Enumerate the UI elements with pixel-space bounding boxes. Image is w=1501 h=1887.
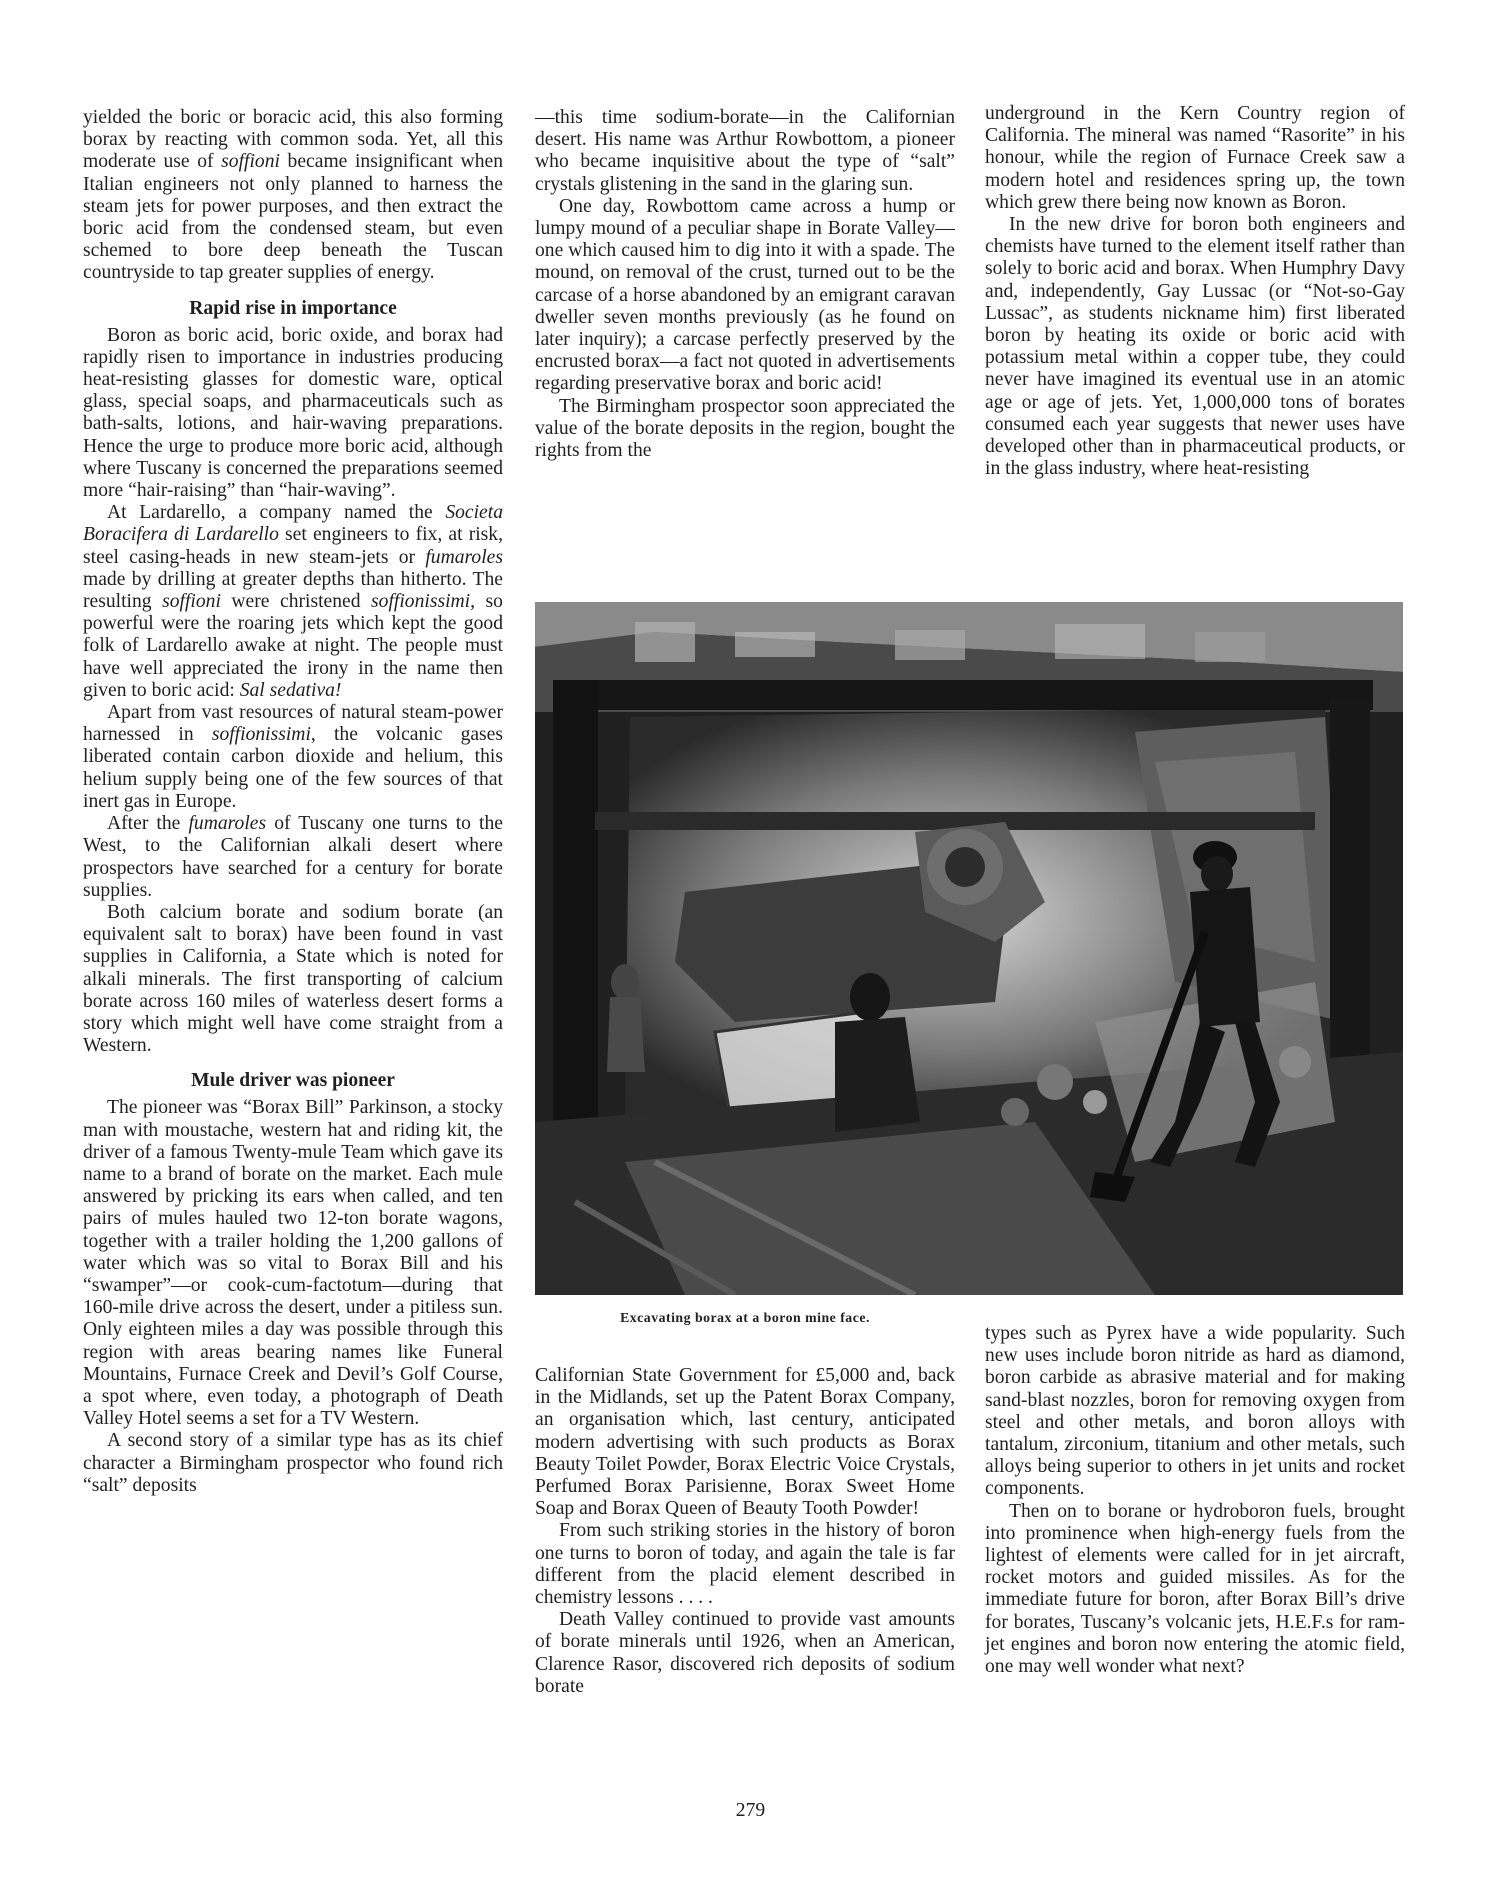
paragraph: Apart from vast resources of natural steam-power harnessed in soffionissimi, the volcanic gases liberated contain carbon dioxide and helium, this helium supply being one of the few sources of that inert gas in Europe. [83,702,504,812]
column-3-bottom [985,1323,1405,1678]
page-number: 279 [735,1800,766,1821]
paragraph: underground in the Kern Country region of California. The mineral was named “Rasorite” in his honour, while the region of Furnace Creek saw a modern hotel and residences spring up, the town which grew there being now known as Boron. [985,103,1405,213]
paragraph: The pioneer was “Borax Bill” Parkinson, a stocky man with moustache, western hat and riding kit, the driver of a famous Twenty-mule Team which gave its name to a brand of borate on the market. Each mule answered by pricking its ears when called, and ten pairs of mules hauled two 12-ton borate wagons, together with a trailer holding the 1,200 gallons of water which was so vital to Borax Bill and his “swamper”—or cook-cum-factotum—during that 160-mile drive across the desert, under a pitiless sun. Only eighteen miles a day was possible through this region with areas bearing names like Funeral Mountains, Furnace Creek and Devil’s Golf Course, a spot where, even today, a photograph of Death Valley Hotel seems a set for a TV Western. [83,1097,503,1430]
paragraph: Californian State Government for £5,000 and, back in the Midlands, set up the Patent Borax Company, an organisation which, last century, anticipated modern advertising with such products as Borax Beauty Toilet Powder, Borax Electric Voice Crystals, Perfumed Borax Parisienne, Borax Sweet Home Soap and Borax Queen of Beauty Tooth Powder! [535,1365,955,1520]
paragraph: Both calcium borate and sodium borate (an equivalent salt to borax) have been found in vast supplies in California, a State which is noted for alkali minerals. The first transporting of calcium borate across 160 miles of waterless desert forms a story which might well have come straight from a Western. [83,901,503,1057]
column-1 [83,107,503,1497]
paragraph: From such striking stories in the history of boron one turns to boron of today, and again the tale is far different from the placid element described in chemistry lessons . . . . [535,1520,955,1609]
paragraph: Boron as boric acid, boric oxide, and borax had rapidly risen to importance in industries producing heat-resisting glasses for domestic ware, optical glass, special soaps, and pharmaceuticals such as bath-salts, lotions, and hair-waving preparations. Hence the urge to produce more boric acid, although where Tuscany is concerned the preparations seemed more “hair-raising” than “hair-waving”. [83,324,503,502]
paragraph: Then on to borane or hydroboron fuels, brought into prominence when high-energy fuels from the lightest of elements were called for in jet aircraft, rocket motors and guided missiles. As for the immediate future for boron, after Borax Bill’s drive for borates, Tuscany’s volcanic jets, H.E.F.s for ram-jet engines and boron now entering the atomic field, one may well wonder what next? [985,1500,1405,1678]
paragraph: One day, Rowbottom came across a hump or lumpy mound of a peculiar shape in Borate Valley—one which caused him to dig into it with a spade. The mound, on removal of the crust, turned out to be the carcase of a horse abandoned by an emigrant caravan dweller seven months previously (as he found on later inquiry); a carcase perfectly preserved by the encrusted borax—a fact not quoted in advertisements regarding preservative borax and boric acid! [535,195,955,395]
paragraph: types such as Pyrex have a wide popularity. Such new uses include boron nitride as hard as diamond, boron carbide as abrasive material and for making sand-blast nozzles, boron for removing oxygen from steel and other metals, and boron alloys with tantalum, zirconium, titanium and other metals, such alloys being superior to others in jet units and rocket components. [985,1323,1405,1500]
subheading-rapid-rise: Rapid rise in importance [189,297,397,319]
paragraph: After the fumaroles of Tuscany one turns to the West, to the Californian alkali desert where prospectors have searched for a century for borate supplies. [83,813,503,901]
paragraph: —this time sodium-borate—in the Californian desert. His name was Arthur Rowbottom, a pioneer who became inquisitive about the type of “salt” crystals glistening in the sand in the glaring sun. [535,107,955,195]
column-2-top [535,107,955,462]
subheading-mule-driver: Mule driver was pioneer [191,1070,395,1092]
photo-caption: Excavating borax at a boron mine face. [620,1310,870,1325]
paragraph: A second story of a similar type has as its chief character a Birmingham prospector who found rich “salt” deposits [83,1430,503,1496]
column-3-top [985,103,1405,480]
paragraph: In the new drive for boron both engineers and chemists have turned to the element itself rather than solely to boric acid and borax. When Humphry Davy and, independently, Gay Lussac (or “Not-so-Gay Lussac”, as students nickname him) first liberated boron by heating its oxide or boric acid with potassium metal within a copper tube, they could never have imagined its eventual use in an atomic age or age of jets. Yet, 1,000,000 tons of borates consumed each year suggests that newer uses have developed other than in pharmaceutical products, or in the glass industry, where heat-resisting [985,214,1405,480]
paragraph: Death Valley continued to provide vast amounts of borate minerals until 1926, when an American, Clarence Rasor, discovered rich deposits of sodium borate [535,1609,955,1697]
paragraph: The Birmingham prospector soon appreciated the value of the borate deposits in the region, bought the rights from the [535,395,955,462]
mine-photograph [535,602,1403,1295]
paragraph: yielded the boric or boracic acid, this also forming borax by reacting with common soda. Yet, all this moderate use of soffioni became insignificant when Italian engineers not only planned to harness the steam jets for power purposes, and then extract the boric acid from the condensed steam, but even schemed to bore deep beneath the Tuscan countryside to tap greater supplies of energy. [83,107,503,284]
column-2-bottom [535,1365,955,1698]
paragraph: At Lardarello, a company named the Societa Boracifera di Lardarello set engineers to fix, at risk, steel casing-heads in new steam-jets or fumaroles made by drilling at greater depths than hitherto. The resulting soffioni were christened soffionissimi, so powerful were the roaring jets which kept the good folk of Lardarello awake at night. The people must have well appreciated the irony in the name then given to boric acid: Sal sedativa! [83,502,503,701]
